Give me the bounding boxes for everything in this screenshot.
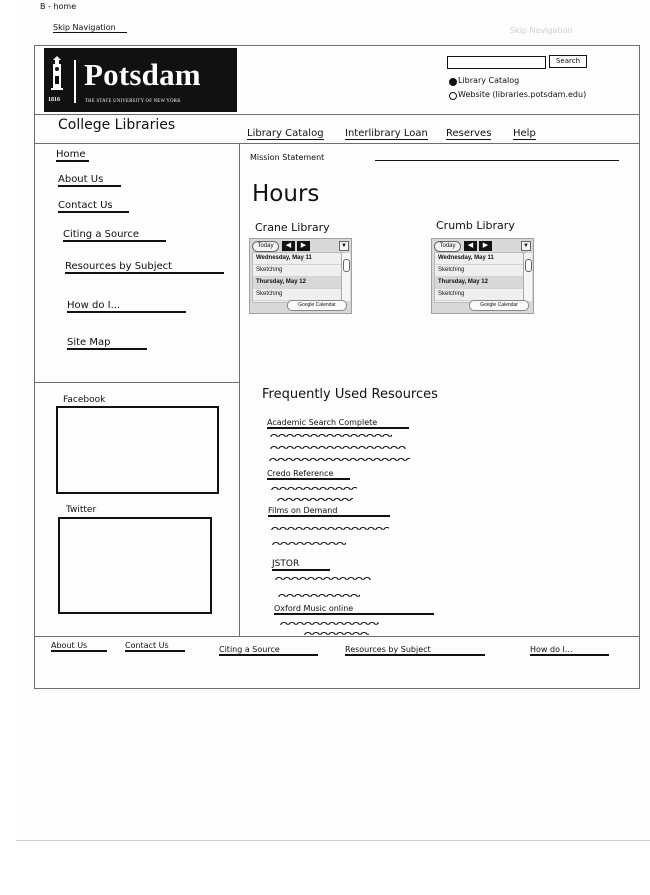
crane-event-list — [252, 252, 345, 303]
footer-citing-a-source[interactable]: Citing a Source — [219, 645, 318, 656]
sidebar-item-how-do-i[interactable]: How do I... — [67, 300, 186, 313]
crumb-prev-icon[interactable]: ◀ — [464, 241, 477, 251]
crumb-today-button[interactable]: Today — [434, 241, 461, 252]
resource-scribble-5b — [304, 630, 369, 635]
search-input[interactable] — [447, 56, 546, 69]
crumb-google-calendar-badge: Google Calendar — [469, 300, 529, 311]
resource-scribble-4a — [275, 575, 371, 580]
crane-scrollbar[interactable] — [341, 253, 350, 301]
crumb-library-title: Crumb Library — [436, 219, 515, 232]
crane-library-title: Crane Library — [255, 221, 330, 234]
crumb-event-list — [434, 252, 527, 303]
frequently-used-resources-title: Frequently Used Resources — [262, 387, 438, 402]
sidebar-item-about-us[interactable]: About Us — [58, 174, 121, 187]
resource-scribble-1a — [270, 432, 392, 437]
library-catalog-radio-label: Library Catalog — [458, 76, 520, 85]
clock-tower-icon — [50, 56, 64, 96]
sidebar-item-home[interactable]: Home — [56, 149, 89, 162]
site-title: College Libraries — [58, 117, 176, 133]
crumb-row-date-2: Thursday, May 12 — [435, 277, 526, 289]
resource-scribble-5a — [280, 620, 379, 625]
nav-library-catalog[interactable]: Library Catalog — [247, 128, 324, 139]
crane-google-calendar-badge: Google Calendar — [287, 300, 347, 311]
facebook-label: Facebook — [63, 395, 106, 405]
resource-jstor[interactable]: JSTOR — [272, 559, 330, 571]
twitter-label: Twitter — [66, 505, 97, 515]
resource-scribble-3b — [272, 540, 346, 545]
crane-next-icon[interactable]: ▶ — [297, 241, 310, 251]
potsdam-logo — [44, 48, 237, 112]
mission-statement: Mission Statement — [250, 153, 325, 162]
resource-scribble-1b — [270, 444, 406, 449]
sidebar-item-resources-by-subject[interactable]: Resources by Subject — [65, 261, 224, 274]
sidebar-section-divider — [34, 382, 239, 383]
sidebar-item-contact-us[interactable]: Contact Us — [58, 200, 129, 213]
sidebar-divider — [239, 143, 240, 637]
hours-title: Hours — [252, 181, 320, 207]
crumb-next-icon[interactable]: ▶ — [479, 241, 492, 251]
crumb-row-event-2: Sketching — [435, 289, 526, 301]
footer-divider — [34, 636, 640, 637]
nav-help[interactable]: Help — [513, 128, 536, 139]
footer-contact-us[interactable]: Contact Us — [125, 641, 185, 652]
crane-row-date-2: Thursday, May 12 — [253, 277, 344, 289]
footer-about-us[interactable]: About Us — [51, 641, 107, 652]
logo-year: 1816 — [48, 97, 60, 103]
crane-today-button[interactable]: Today — [252, 241, 279, 252]
search-button[interactable]: Search — [549, 55, 587, 68]
bottom-border — [34, 688, 640, 689]
crumb-row-event-1: Sketching — [435, 265, 526, 277]
faint-skip-navigation-text: Skip Navigation — [510, 26, 573, 35]
top-border — [34, 45, 640, 46]
header-divider — [34, 114, 640, 115]
crane-row-event-2: Sketching — [253, 289, 344, 301]
website-radio[interactable] — [449, 92, 457, 100]
left-border — [34, 45, 35, 689]
sidebar-item-site-map[interactable]: Site Map — [67, 337, 147, 350]
resource-scribble-2b — [277, 496, 353, 501]
resource-scribble-2a — [271, 485, 357, 490]
facebook-box — [56, 406, 219, 494]
breadcrumb: B - home — [40, 2, 77, 11]
skip-navigation-link[interactable]: Skip Navigation — [53, 23, 127, 33]
sidebar-item-citing-a-source[interactable]: Citing a Source — [63, 229, 166, 242]
resource-credo-reference[interactable]: Credo Reference — [267, 469, 350, 480]
resource-films-on-demand[interactable]: Films on Demand — [268, 506, 390, 517]
resource-scribble-4b — [278, 592, 360, 597]
website-radio-label: Website (libraries.potsdam.edu) — [458, 90, 587, 99]
library-catalog-radio[interactable] — [449, 78, 457, 86]
logo-subtitle: THE STATE UNIVERSITY OF NEW YORK — [85, 99, 181, 104]
logo-wordmark: Potsdam — [84, 57, 201, 92]
nav-interlibrary-loan[interactable]: Interlibrary Loan — [345, 128, 428, 139]
content-top-divider — [34, 143, 640, 144]
crane-prev-icon[interactable]: ◀ — [282, 241, 295, 251]
resource-academic-search-complete[interactable]: Academic Search Complete — [267, 418, 409, 429]
crane-row-event-1: Sketching — [253, 265, 344, 277]
crumb-dropdown-icon[interactable]: ▼ — [521, 241, 531, 251]
crumb-row-date-1: Wednesday, May 11 — [435, 253, 526, 265]
footer-how-do-i[interactable]: How do I... — [530, 645, 609, 656]
mission-line — [375, 160, 619, 161]
wireframe-page — [16, 0, 650, 841]
resource-scribble-3a — [271, 525, 389, 530]
crane-dropdown-icon[interactable]: ▼ — [339, 241, 349, 251]
crumb-scrollbar[interactable] — [523, 253, 532, 301]
crane-row-date-1: Wednesday, May 11 — [253, 253, 344, 265]
footer-resources-by-subject[interactable]: Resources by Subject — [345, 645, 485, 656]
twitter-box — [58, 517, 212, 614]
nav-reserves[interactable]: Reserves — [446, 128, 492, 139]
crumb-library-calendar — [431, 238, 534, 314]
crane-library-calendar — [249, 238, 352, 314]
resource-scribble-1c — [269, 456, 410, 461]
resource-oxford-music-online[interactable]: Oxford Music online — [274, 604, 434, 615]
right-border — [639, 45, 640, 689]
logo-divider — [74, 60, 76, 103]
